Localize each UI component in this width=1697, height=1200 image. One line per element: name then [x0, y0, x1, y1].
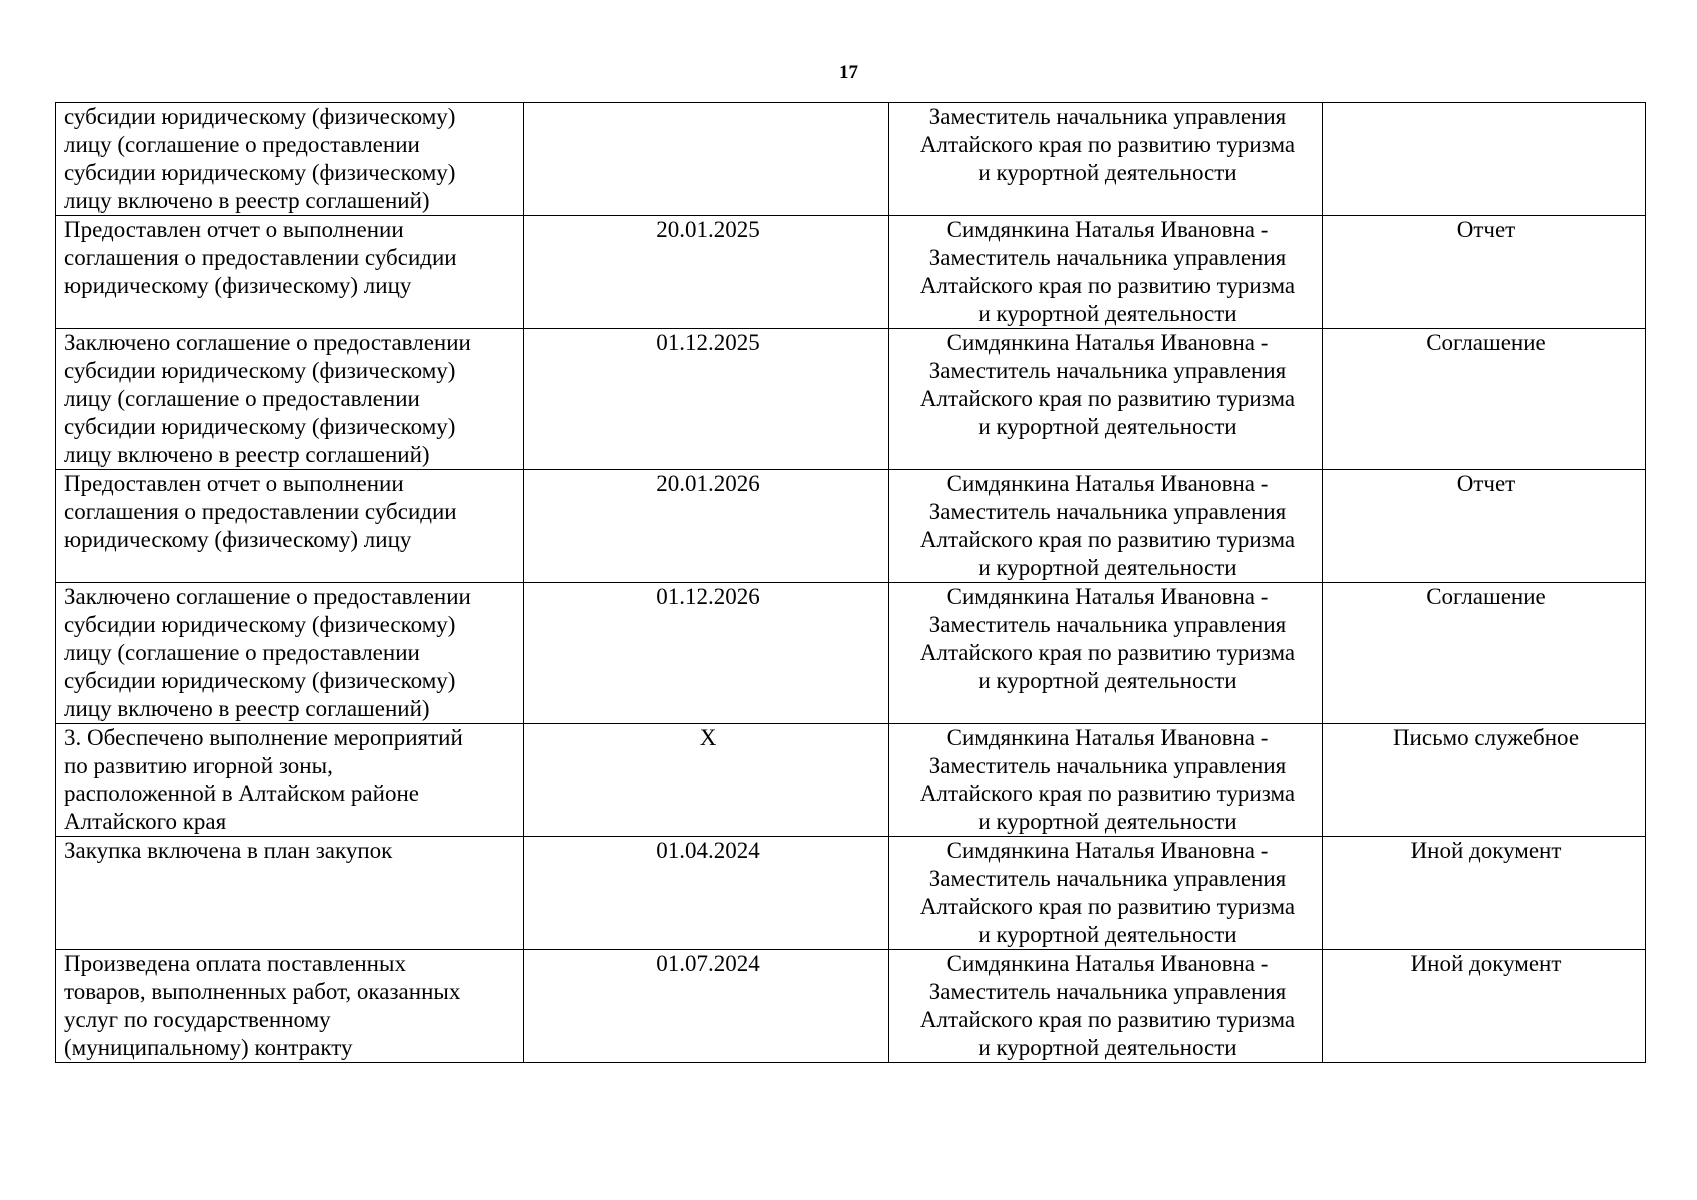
table-row — [56, 837, 1646, 950]
responsible-cell: Симдянкина Наталья Ивановна - Заместитель начальника управления Алтайского края по развитию туризма и курортной деятельности — [889, 724, 1323, 837]
event-cell: Заключено соглашение о предоставлении субсидии юридическому (физическому) лицу (соглашение о предоставлении субсидии юридическому (физическому) лицу включено в реестр соглашений) — [56, 329, 524, 470]
document-cell — [1323, 103, 1646, 216]
document-cell: Иной документ — [1323, 837, 1646, 950]
responsible-cell: Симдянкина Наталья Ивановна - Заместитель начальника управления Алтайского края по развитию туризма и курортной деятельности — [889, 583, 1323, 724]
document-cell: Отчет — [1323, 216, 1646, 329]
date-cell: 01.07.2024 — [524, 950, 889, 1063]
table-row — [56, 103, 1646, 216]
date-cell: 01.12.2025 — [524, 329, 889, 470]
event-cell: субсидии юридическому (физическому) лицу (соглашение о предоставлении субсидии юридическому (физическому) лицу включено в реестр соглашений) — [56, 103, 524, 216]
responsible-cell: Симдянкина Наталья Ивановна - Заместитель начальника управления Алтайского края по развитию туризма и курортной деятельности — [889, 837, 1323, 950]
date-cell: 01.04.2024 — [524, 837, 889, 950]
event-cell: Произведена оплата поставленных товаров, выполненных работ, оказанных услуг по государственному (муниципальному) контракту — [56, 950, 524, 1063]
responsible-cell: Симдянкина Наталья Ивановна - Заместитель начальника управления Алтайского края по развитию туризма и курортной деятельности — [889, 470, 1323, 583]
table-row — [56, 724, 1646, 837]
table-row — [56, 583, 1646, 724]
table-row — [56, 950, 1646, 1063]
event-cell: Предоставлен отчет о выполнении соглашения о предоставлении субсидии юридическому (физическому) лицу — [56, 470, 524, 583]
event-cell: 3. Обеспечено выполнение мероприятий по развитию игорной зоны, расположенной в Алтайском районе Алтайского края — [56, 724, 524, 837]
document-cell: Соглашение — [1323, 329, 1646, 470]
date-cell: 20.01.2025 — [524, 216, 889, 329]
date-cell — [524, 103, 889, 216]
document-cell: Отчет — [1323, 470, 1646, 583]
document-cell: Письмо служебное — [1323, 724, 1646, 837]
date-cell: 01.12.2026 — [524, 583, 889, 724]
table-row — [56, 329, 1646, 470]
document-cell: Соглашение — [1323, 583, 1646, 724]
event-cell: Предоставлен отчет о выполнении соглашения о предоставлении субсидии юридическому (физическому) лицу — [56, 216, 524, 329]
page-number: 17 — [839, 62, 858, 83]
event-cell: Заключено соглашение о предоставлении субсидии юридическому (физическому) лицу (соглашение о предоставлении субсидии юридическому (физическому) лицу включено в реестр соглашений) — [56, 583, 524, 724]
responsible-cell: Симдянкина Наталья Ивановна - Заместитель начальника управления Алтайского края по развитию туризма и курортной деятельности — [889, 950, 1323, 1063]
schedule-table — [55, 102, 1646, 1063]
responsible-cell: Симдянкина Наталья Ивановна - Заместитель начальника управления Алтайского края по развитию туризма и курортной деятельности — [889, 216, 1323, 329]
date-cell: 20.01.2026 — [524, 470, 889, 583]
event-cell: Закупка включена в план закупок — [56, 837, 524, 950]
document-cell: Иной документ — [1323, 950, 1646, 1063]
date-cell: X — [524, 724, 889, 837]
responsible-cell: Симдянкина Наталья Ивановна - Заместитель начальника управления Алтайского края по развитию туризма и курортной деятельности — [889, 329, 1323, 470]
table-row — [56, 216, 1646, 329]
responsible-cell: Заместитель начальника управления Алтайского края по развитию туризма и курортной деятельности — [889, 103, 1323, 216]
table-row — [56, 470, 1646, 583]
